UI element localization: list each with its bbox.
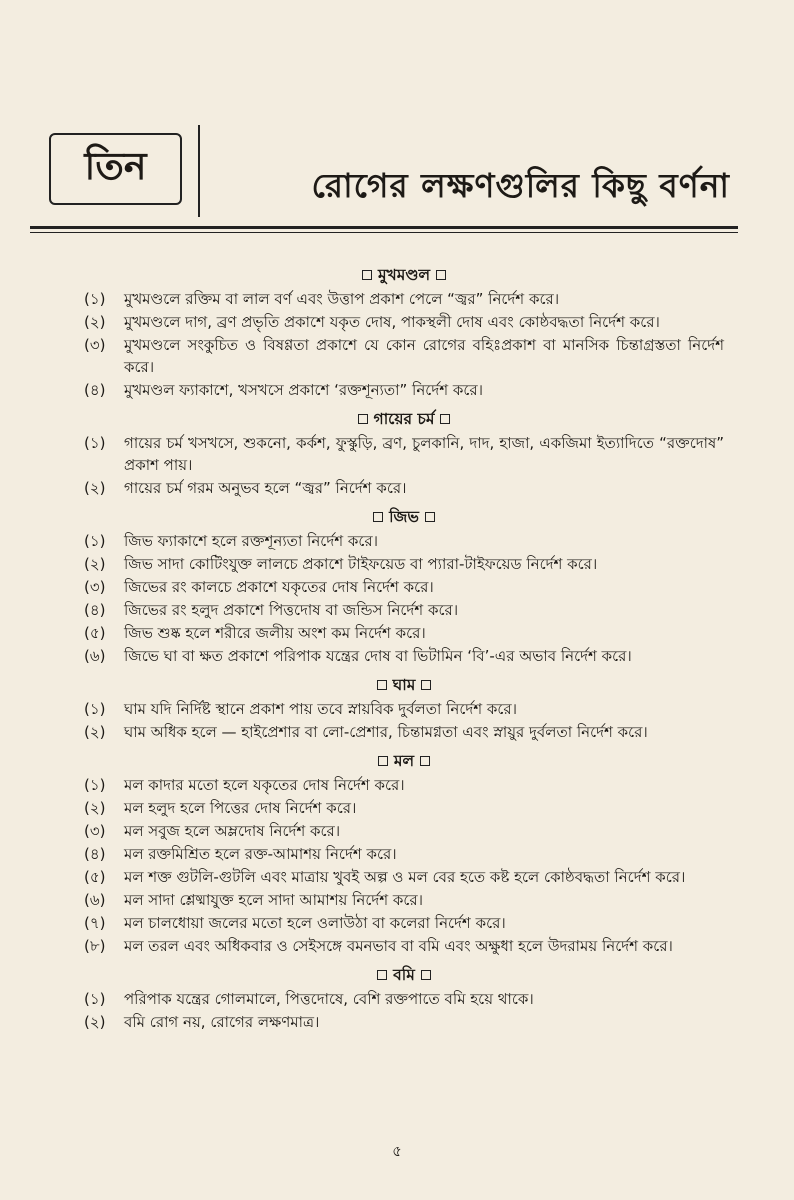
item-text: পরিপাক যন্ত্রের গোলমালে, পিত্তদোষে, বেশি রক্তপাতে বমি হয়ে থাকে। <box>124 990 534 1008</box>
list-item <box>84 889 724 911</box>
item-text: জিভের রং হলুদ প্রকাশে পিত্তদোষ বা জন্ডিস নির্দেশ করে। <box>124 601 459 619</box>
list-item <box>84 698 724 720</box>
item-number: (১) <box>84 700 106 718</box>
item-number: (১) <box>84 532 106 550</box>
item-text: ঘাম অধিক হলে — হাইপ্রেশার বা লো-প্রেশার, চিন্তামগ্নতা এবং স্নায়ুর দুর্বলতা নির্দেশ করে। <box>124 723 648 741</box>
item-text: মল চালধোয়া জলের মতো হলে ওলাউঠা বা কলেরা নির্দেশ করে। <box>124 914 506 932</box>
item-number: (৪) <box>84 601 106 619</box>
list-item <box>84 477 724 499</box>
item-number: (২) <box>84 555 106 573</box>
item-text: জিভে ঘা বা ক্ষত প্রকাশে পরিপাক যন্ত্রের দোষ বা ভিটামিন ‘বি’-এর অভাব নির্দেশ করে। <box>124 647 632 665</box>
list-item <box>84 432 724 476</box>
box-bullet-icon <box>358 414 368 424</box>
box-bullet-icon <box>377 680 387 690</box>
page-number: ৫ <box>392 1142 402 1160</box>
box-bullet-icon <box>425 512 435 522</box>
section-heading <box>84 262 724 288</box>
item-number: (১) <box>84 290 106 308</box>
item-number: (২) <box>84 479 106 497</box>
section-list <box>84 774 724 957</box>
item-text: জিভ ফ্যাকাশে হলে রক্তশূন্যতা নির্দেশ করে। <box>124 532 378 550</box>
list-item <box>84 1011 724 1033</box>
header-rule-thin <box>30 232 738 233</box>
chapter-number-box <box>49 133 182 205</box>
section-heading <box>84 672 724 698</box>
item-number: (২) <box>84 313 106 331</box>
section-heading <box>84 504 724 530</box>
item-number: (৪) <box>84 381 106 399</box>
item-number: (৭) <box>84 914 106 932</box>
item-text: জিভ সাদা কোটিংযুক্ত লালচে প্রকাশে টাইফয়েড বা প্যারা-টাইফয়েড নির্দেশ করে। <box>124 555 598 573</box>
item-text: জিভ শুষ্ক হলে শরীরে জলীয় অংশ কম নির্দেশ করে। <box>124 624 426 642</box>
list-item <box>84 988 724 1010</box>
section-list <box>84 288 724 401</box>
item-number: (৪) <box>84 845 106 863</box>
section-heading-text: মল <box>393 752 415 770</box>
list-item <box>84 797 724 819</box>
box-bullet-icon <box>421 680 431 690</box>
item-number: (৩) <box>84 822 106 840</box>
list-item <box>84 820 724 842</box>
list-item <box>84 530 724 552</box>
item-text: জিভের রং কালচে প্রকাশে যকৃতের দোষ নির্দেশ করে। <box>124 578 434 596</box>
item-number: (২) <box>84 799 106 817</box>
item-number: (৬) <box>84 647 106 665</box>
section-list <box>84 530 724 667</box>
list-item <box>84 288 724 310</box>
list-item <box>84 334 724 378</box>
item-text: মল কাদার মতো হলে যকৃতের দোষ নির্দেশ করে। <box>124 776 405 794</box>
item-number: (১) <box>84 434 106 452</box>
section-heading-text: মুখমণ্ডল <box>377 266 431 284</box>
header-rule <box>30 226 738 229</box>
box-bullet-icon <box>436 270 446 280</box>
item-number: (৩) <box>84 336 106 354</box>
section-heading-text: জিভ <box>389 508 419 526</box>
item-text: বমি রোগ নয়, রোগের লক্ষণমাত্র। <box>124 1013 320 1031</box>
item-text: মল সবুজ হলে অম্লদোষ নির্দেশ করে। <box>124 822 341 840</box>
box-bullet-icon <box>378 756 388 766</box>
item-text: ঘাম যদি নির্দিষ্ট স্থানে প্রকাশ পায় তবে স্নায়বিক দুর্বলতা নির্দেশ করে। <box>124 700 518 718</box>
item-number: (৫) <box>84 624 106 642</box>
item-number: (৫) <box>84 868 106 886</box>
chapter-number: তিন <box>84 144 147 188</box>
section-heading <box>84 962 724 988</box>
item-text: গায়ের চর্ম খসখসে, শুকনো, কর্কশ, ফুস্কুড়ি, ব্রণ, চুলকানি, দাদ, হাজা, একজিমা ইত্যাদিতে “রক্তদোষ” প্রকাশ পায়। <box>124 434 724 474</box>
list-item <box>84 721 724 743</box>
box-bullet-icon <box>421 970 431 980</box>
list-item <box>84 553 724 575</box>
chapter-title: রোগের লক্ষণগুলির কিছু বর্ণনা <box>311 166 730 205</box>
list-item <box>84 935 724 957</box>
item-text: মুখমণ্ডল ফ্যাকাশে, খসখসে প্রকাশে ‘রক্তশূন্যতা” নির্দেশ করে। <box>124 381 483 399</box>
list-item <box>84 576 724 598</box>
item-number: (২) <box>84 1013 106 1031</box>
item-text: মল রক্তমিশ্রিত হলে রক্ত-আমাশয় নির্দেশ করে। <box>124 845 397 863</box>
section-heading <box>84 748 724 774</box>
list-item <box>84 622 724 644</box>
section-list <box>84 432 724 499</box>
list-item <box>84 843 724 865</box>
section-list <box>84 988 724 1033</box>
item-text: মল তরল এবং অধিকবার ও সেইসঙ্গে বমনভাব বা বমি এবং অক্ষুধা হলে উদরাময় নির্দেশ করে। <box>124 937 673 955</box>
list-item <box>84 645 724 667</box>
item-text: মুখমণ্ডলে রক্তিম বা লাল বর্ণ এবং উত্তাপ প্রকাশ পেলে “জ্বর” নির্দেশ করে। <box>124 290 560 308</box>
box-bullet-icon <box>420 756 430 766</box>
item-number: (৮) <box>84 937 106 955</box>
item-text: মুখমণ্ডলে সংকুচিত ও বিষণ্ণতা প্রকাশে যে কোন রোগের বহিঃপ্রকাশ বা মানসিক চিন্তাগ্রস্ততা নির্দেশ করে। <box>124 336 724 376</box>
box-bullet-icon <box>440 414 450 424</box>
list-item <box>84 379 724 401</box>
list-item <box>84 912 724 934</box>
item-number: (১) <box>84 990 106 1008</box>
section-heading <box>84 406 724 432</box>
page-content <box>84 262 724 1038</box>
item-number: (২) <box>84 723 106 741</box>
box-bullet-icon <box>377 970 387 980</box>
item-text: মল হলুদ হলে পিত্তের দোষ নির্দেশ করে। <box>124 799 357 817</box>
list-item <box>84 866 724 888</box>
box-bullet-icon <box>362 270 372 280</box>
item-text: মল সাদা শ্লেষ্মাযুক্ত হলে সাদা আমাশয় নির্দেশ করে। <box>124 891 424 909</box>
header-divider <box>198 125 200 217</box>
section-heading-text: বমি <box>393 966 415 984</box>
section-heading-text: গায়ের চর্ম <box>373 410 435 428</box>
item-number: (১) <box>84 776 106 794</box>
section-heading-text: ঘাম <box>392 676 416 694</box>
item-text: মল শক্ত গুটলি-গুটলি এবং মাত্রায় খুবই অল্প ও মল বের হতে কষ্ট হলে কোষ্ঠবদ্ধতা নির্দেশ করে। <box>124 868 686 886</box>
item-text: মুখমণ্ডলে দাগ, ব্রণ প্রভৃতি প্রকাশে যকৃত দোষ, পাকস্থলী দোষ এবং কোষ্ঠবদ্ধতা নির্দেশ করে। <box>124 313 660 331</box>
list-item <box>84 311 724 333</box>
item-number: (৬) <box>84 891 106 909</box>
list-item <box>84 599 724 621</box>
list-item <box>84 774 724 796</box>
box-bullet-icon <box>373 512 383 522</box>
section-list <box>84 698 724 743</box>
item-number: (৩) <box>84 578 106 596</box>
item-text: গায়ের চর্ম গরম অনুভব হলে “জ্বর” নির্দেশ করে। <box>124 479 407 497</box>
